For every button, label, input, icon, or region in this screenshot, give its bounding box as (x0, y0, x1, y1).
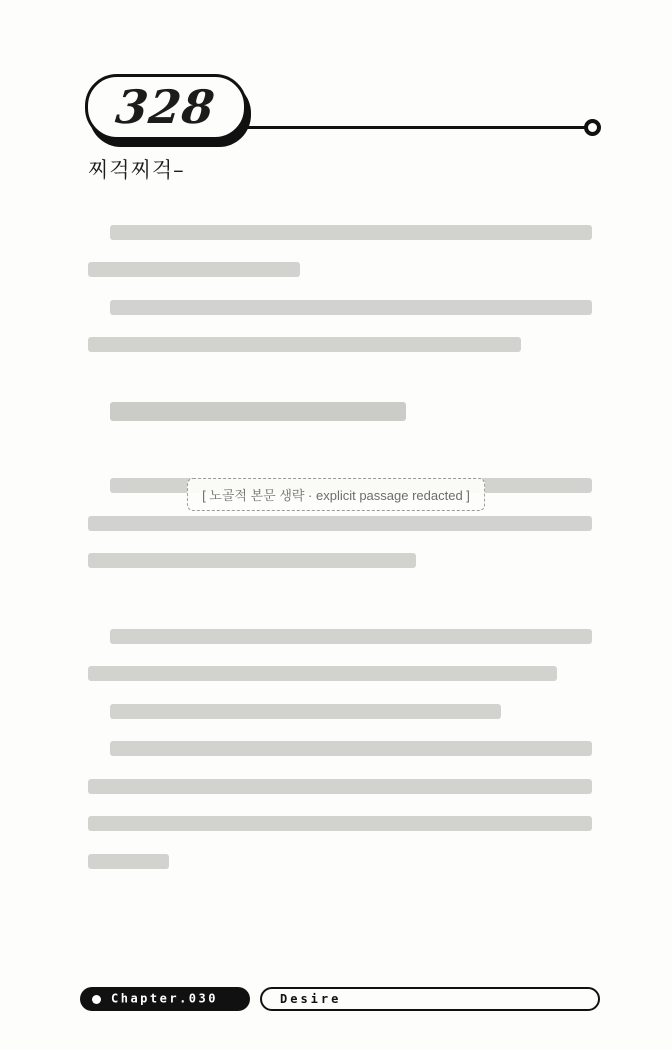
redacted-line (88, 693, 592, 731)
redacted-line (88, 542, 592, 580)
paragraph-gap (88, 188, 592, 214)
body-text-column (88, 150, 592, 880)
redacted-line (88, 618, 592, 656)
redacted-line (88, 289, 592, 327)
redacted-text-bar (88, 779, 592, 794)
page-number-badge (85, 74, 247, 140)
page-number: 328 (113, 80, 219, 134)
paragraph-gap (88, 364, 592, 393)
body-redacted (88, 188, 592, 881)
paragraph-gap (88, 580, 592, 618)
redacted-text-bar (88, 516, 592, 531)
redacted-text-bar (110, 741, 592, 756)
redacted-text-bar (110, 629, 592, 644)
redacted-text-bar (88, 262, 300, 277)
redacted-text-bar (110, 704, 501, 719)
redacted-line (88, 843, 592, 881)
redacted-line (88, 730, 592, 768)
paragraph-gap (88, 430, 592, 467)
redacted-line (88, 214, 592, 252)
series-title-label: Desire (280, 992, 342, 1006)
redacted-line (88, 251, 592, 289)
redacted-text-bar (110, 402, 406, 421)
chapter-bullet-icon (92, 995, 101, 1004)
redacted-line (88, 655, 592, 693)
header-rule (238, 126, 588, 129)
footer-chapter-badge (80, 987, 250, 1011)
redaction-notice: [ 노골적 본문 생략 · explicit passage redacted ] (187, 478, 485, 511)
redacted-text-bar (88, 854, 169, 869)
footer-title-badge (260, 987, 600, 1011)
sound-effect-line (88, 150, 592, 188)
redacted-line (88, 805, 592, 843)
redacted-line (88, 393, 592, 431)
chapter-label: Chapter.030 (111, 991, 218, 1006)
page-footer (80, 987, 600, 1011)
redacted-text-bar (110, 300, 592, 315)
redacted-line (88, 768, 592, 806)
sound-effect-text: 찌걱찌걱– (88, 157, 185, 182)
redacted-text-bar (88, 666, 557, 681)
redacted-text-bar (88, 816, 592, 831)
redacted-line (88, 326, 592, 364)
redacted-text-bar (88, 553, 416, 568)
redacted-text-bar (88, 337, 521, 352)
redacted-text-bar (110, 225, 592, 240)
